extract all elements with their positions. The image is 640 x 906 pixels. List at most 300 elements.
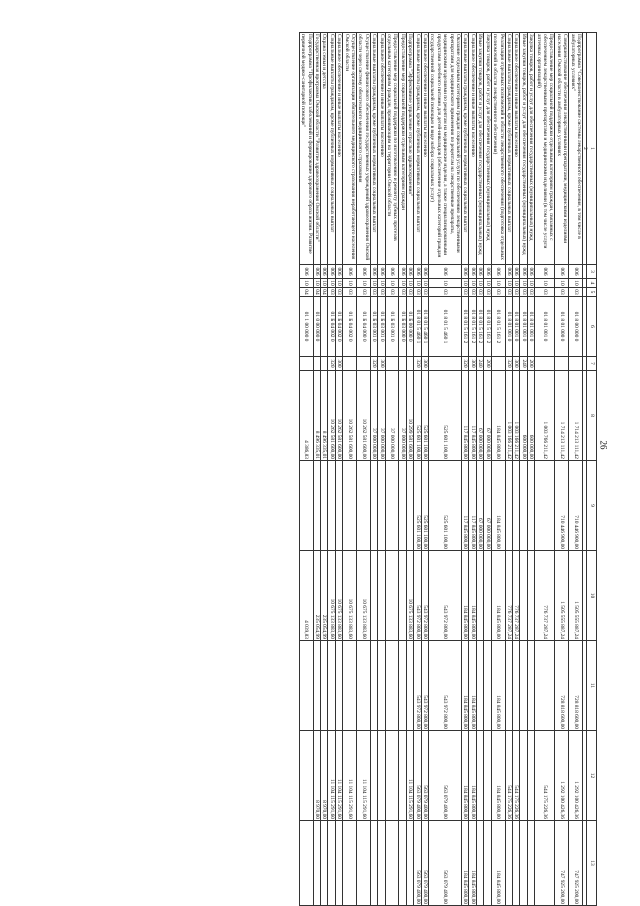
- section-code: 10: [385, 279, 399, 288]
- amount-col-9: 117 845 800,00: [469, 461, 476, 551]
- amount-col-13: [476, 821, 483, 906]
- row-name: Предоставление мер социальной поддержки отдельным категориям граждан: [399, 33, 406, 265]
- amount-col-12: [484, 731, 491, 821]
- amount-col-8: 10 262 581 600,00: [335, 371, 342, 461]
- amount-col-11: [335, 641, 342, 731]
- amount-col-8: 10 262 581 600,00: [328, 371, 335, 461]
- row-name: Социальное обеспечение и иные выплаты населению: [335, 33, 342, 265]
- section-code: 10: [371, 280, 378, 286]
- section-code: 10: [520, 280, 527, 286]
- amount-col-13: [343, 821, 357, 906]
- target-item-code: [320, 297, 327, 357]
- amount-col-9: [343, 461, 357, 551]
- row-name: Иные закупки товаров, работ и услуг для обеспечения государственных (муниципальных) нужд: [476, 33, 483, 265]
- row-name: Подпрограмма "Совершенствование системы лекарственного обеспечения, в том числе в амбулаторных условиях": [569, 33, 583, 265]
- table-row: [328, 33, 335, 906]
- amount-col-13: 184 845 800,00: [469, 821, 476, 906]
- subsection-code: 03: [343, 288, 357, 297]
- amount-col-12: [399, 731, 406, 821]
- section-code: 10: [462, 280, 469, 286]
- amount-col-13: [484, 821, 491, 906]
- header-col-10: 11: [587, 641, 597, 731]
- target-item-code: 01 8 01 000 0: [555, 297, 569, 357]
- expense-type-code: [406, 357, 413, 371]
- expense-type-code: [429, 357, 462, 371]
- amount-col-11: [406, 641, 413, 731]
- subsection-code: 03: [407, 289, 414, 295]
- row-name: Осуществление финансового обеспечения государственных учреждений здравоохранения Омской области через систему обязательного медицинского страхования: [357, 33, 371, 265]
- amount-col-10: [399, 551, 406, 641]
- header-col-5: 6: [587, 297, 597, 357]
- subsection-code: 03: [462, 289, 469, 295]
- admin-code: 006: [421, 265, 428, 279]
- subsection-code: 03: [535, 288, 555, 297]
- admin-code: 006: [343, 265, 357, 279]
- amount-col-12: 563 079 400,00: [421, 731, 428, 821]
- amount-col-13: [313, 821, 320, 906]
- table-row: [512, 33, 519, 906]
- amount-col-13: [399, 821, 406, 906]
- amount-col-11: [320, 641, 327, 731]
- amount-col-11: [313, 641, 320, 731]
- admin-code: 006: [476, 265, 483, 279]
- target-item-code: 01 8 01 001 0: [512, 297, 519, 357]
- amount-col-8: 10 299 581 600,00: [406, 371, 413, 461]
- amount-col-10: [378, 551, 385, 641]
- amount-col-8: 525 601 100,00: [421, 371, 428, 461]
- amount-col-9: [335, 461, 342, 551]
- expense-type-code: 320: [414, 357, 421, 371]
- row-name: Совершенствование обеспечения лекарственными препаратами, медицинскими изделиями населения Омской области в амбулаторных условиях: [555, 33, 569, 265]
- target-item-code: 01 8 01 001 0: [535, 297, 555, 357]
- amount-col-11: [370, 641, 377, 731]
- section-code: 10: [535, 279, 555, 288]
- amount-col-11: [527, 641, 534, 731]
- amount-col-10: 543 972 800,00: [429, 551, 462, 641]
- amount-col-9: [378, 461, 385, 551]
- amount-col-8: 10 262 581 600,00: [357, 371, 371, 461]
- table-row: [343, 33, 357, 906]
- amount-col-9: [527, 461, 534, 551]
- admin-code: 006: [505, 265, 512, 279]
- section-code: 10: [336, 280, 343, 286]
- admin-code: 006: [357, 265, 371, 279]
- subsection-code: 03: [484, 289, 491, 295]
- amount-col-13: [370, 821, 377, 906]
- row-name: Иные закупки товаров, работ и услуг для обеспечения государственных (муниципальных) нужд: [520, 33, 527, 265]
- amount-col-11: [299, 641, 313, 731]
- header-col-1: 1: [587, 33, 597, 265]
- admin-code: 006: [569, 265, 583, 279]
- amount-col-8: 600 000,00: [520, 371, 527, 461]
- amount-col-11: 543 972 800,00: [421, 641, 428, 731]
- table-row: [462, 33, 469, 906]
- admin-code: 006: [535, 265, 555, 279]
- expense-type-code: 300: [421, 357, 428, 371]
- expense-type-code: [555, 357, 569, 371]
- amount-col-12: [299, 731, 313, 821]
- subsection-code: 03: [336, 289, 343, 295]
- expense-type-code: 300: [512, 357, 519, 371]
- expense-type-code: [357, 357, 371, 371]
- amount-col-9: [320, 461, 327, 551]
- amount-col-8: 1 003 766 211,42: [535, 371, 555, 461]
- amount-col-8: 525 601 100,00: [429, 371, 462, 461]
- subsection-code: 03: [505, 289, 512, 295]
- amount-col-12: 11 104 115 291,60: [335, 731, 342, 821]
- table-row: [421, 33, 428, 906]
- amount-col-10: 543 972 800,00: [414, 551, 421, 641]
- amount-col-12: [370, 731, 377, 821]
- target-item-code: 01 Б 04 000 0: [357, 297, 371, 357]
- amount-col-12: [378, 731, 385, 821]
- section-code: 10: [569, 279, 583, 288]
- expense-type-code: 300: [335, 357, 342, 371]
- amount-col-12: 11 104 115 291,60: [357, 731, 371, 821]
- admin-code: 006: [555, 265, 569, 279]
- row-name: Подпрограмма "Профилактика заболеваний и формирование здорового образа жизни. Развитие первичной медико-санитарной помощи": [299, 33, 313, 265]
- target-item-code: 01 8 01 5 161 2: [469, 297, 476, 357]
- amount-col-13: [328, 821, 335, 906]
- subsection-code: 03: [357, 288, 371, 297]
- amount-col-10: 1 505 555 887,24: [569, 551, 583, 641]
- table-row: [399, 33, 406, 906]
- amount-col-10: [476, 551, 483, 641]
- amount-col-13: [520, 821, 527, 906]
- subsection-code: 03: [469, 289, 476, 295]
- admin-code: 006: [385, 265, 399, 279]
- amount-col-10: 10 675 133 883,60: [343, 551, 357, 641]
- row-name: Осуществление организации обязательного медицинского страхования неработающего населения Омской области: [343, 33, 357, 265]
- amount-col-8: 184 845 800,00: [491, 371, 505, 461]
- amount-col-11: [535, 641, 555, 731]
- amount-col-12: 184 845 800,00: [462, 731, 469, 821]
- amount-col-8: 8 496 335,01: [313, 371, 320, 461]
- section-code: 10: [313, 280, 320, 286]
- amount-col-9: 710 446 900,00: [569, 461, 583, 551]
- subsection-code: 03: [371, 289, 378, 295]
- amount-col-12: 563 079 400,00: [429, 731, 462, 821]
- admin-code: 006: [378, 265, 385, 279]
- subsection-code: 03: [429, 288, 462, 297]
- amount-col-11: [378, 641, 385, 731]
- table-row: [476, 33, 483, 906]
- amount-col-8: 1 003 166 211,42: [505, 371, 512, 461]
- amount-col-8: 37 000 000,00: [385, 371, 399, 461]
- amount-col-8: 1 003 166 211,42: [512, 371, 519, 461]
- amount-col-13: [535, 821, 555, 906]
- section-code: 10: [378, 280, 385, 286]
- section-code: 10: [469, 280, 476, 286]
- amount-col-11: 728 818 600,00: [569, 641, 583, 731]
- expense-type-code: 320: [328, 357, 335, 371]
- amount-col-11: [505, 641, 512, 731]
- target-item-code: 01 Б 04 002 0: [328, 297, 335, 357]
- section-code: 10: [513, 280, 520, 286]
- row-name: Социальные выплаты гражданам, кроме публичных нормативных социальных выплат: [505, 33, 512, 265]
- amount-col-8: 600 000,00: [527, 371, 534, 461]
- header-col-4: 5: [587, 288, 597, 297]
- header-col-12: 13: [587, 821, 597, 906]
- target-item-code: 01 Б 03 001 0: [370, 297, 377, 357]
- expense-type-code: [535, 357, 555, 371]
- admin-code: 006: [491, 265, 505, 279]
- section-code: 10: [328, 280, 335, 286]
- amount-col-12: [385, 731, 399, 821]
- target-item-code: 01 8 01 001 0: [520, 297, 527, 357]
- amount-col-10: 235 054,99: [313, 551, 320, 641]
- section-code: 10: [422, 280, 429, 286]
- section-code: 10: [555, 279, 569, 288]
- amount-col-11: 184 845 800,00: [462, 641, 469, 731]
- admin-code: 006: [335, 265, 342, 279]
- row-name: Реализация отдельных полномочий в области лекарственного обеспечения (подготовка отдельных полномочий в области лекарственного обеспечения): [491, 33, 505, 265]
- target-item-code: 01 Б 04 002 0: [343, 297, 357, 357]
- amount-col-9: [313, 461, 320, 551]
- amount-col-13: [320, 821, 327, 906]
- subsection-code: 03: [513, 289, 520, 295]
- expense-type-code: 320: [462, 357, 469, 371]
- section-code: 10: [477, 280, 484, 286]
- subsection-code: 03: [378, 289, 385, 295]
- amount-col-10: 1 505 555 887,24: [555, 551, 569, 641]
- amount-col-13: 563 079 400,00: [414, 821, 421, 906]
- target-item-code: 01 8 01 001 0: [527, 297, 534, 357]
- amount-col-8: 1 714 213 111,42: [555, 371, 569, 461]
- table-row: [320, 33, 327, 906]
- target-item-code: 01 0 00 000 0: [313, 297, 320, 357]
- subsection-code: 03: [491, 288, 505, 297]
- row-name: Государственная программа Омской области "Развитие здравоохранения Омской области": [313, 33, 320, 265]
- amount-col-13: 184 845 800,00: [491, 821, 505, 906]
- subsection-code: 04: [299, 288, 313, 297]
- amount-col-12: [476, 731, 483, 821]
- row-name: Предоставление мер социальной поддержки по изготовлению и ремонту зубных протезов отдельным категориям граждан, проживающим на территории Омской области: [385, 33, 399, 265]
- amount-col-9: [385, 461, 399, 551]
- expense-type-code: [343, 357, 357, 371]
- admin-code: 006: [414, 265, 421, 279]
- amount-col-9: 525 601 100,00: [421, 461, 428, 551]
- admin-code: 006: [462, 265, 469, 279]
- amount-col-12: 184 845 800,00: [469, 731, 476, 821]
- amount-col-9: 67 000 000,00: [476, 461, 483, 551]
- amount-col-9: [299, 461, 313, 551]
- budget-table-sheet: [32, 32, 597, 905]
- amount-col-13: [299, 821, 313, 906]
- amount-col-8: 117 845 800,00: [462, 371, 469, 461]
- amount-col-12: 1 292 100 426,36: [569, 731, 583, 821]
- amount-col-13: [335, 821, 342, 906]
- target-item-code: 01 8 01 5 161 2: [476, 297, 483, 357]
- section-code: 10: [407, 280, 414, 286]
- amount-col-11: [512, 641, 519, 731]
- admin-code: 006: [469, 265, 476, 279]
- row-name: Социальное обеспечение и иные выплаты населению: [421, 33, 428, 265]
- amount-col-11: [357, 641, 371, 731]
- admin-code: 006: [328, 265, 335, 279]
- table-row: [535, 33, 555, 906]
- header-col-6: 7: [587, 357, 597, 371]
- row-name: Социальные выплаты гражданам, кроме публичных нормативных социальных выплат: [370, 33, 377, 265]
- amount-col-10: [370, 551, 377, 641]
- expense-type-code: 300: [469, 357, 476, 371]
- admin-code: 006: [370, 265, 377, 279]
- budget-table: [299, 32, 597, 906]
- amount-col-12: 11 104 115 291,60: [406, 731, 413, 821]
- target-item-code: 01 8 00 000 0: [569, 297, 583, 357]
- amount-col-8: 117 845 800,00: [469, 371, 476, 461]
- header-index-row: [583, 33, 587, 906]
- amount-col-9: [406, 461, 413, 551]
- row-name: Социальные выплаты гражданам, кроме публичных нормативных социальных выплат: [414, 33, 421, 265]
- section-code: 10: [399, 280, 406, 286]
- amount-col-9: 710 446 900,00: [555, 461, 569, 551]
- table-row: [385, 33, 399, 906]
- expense-type-code: 300: [378, 357, 385, 371]
- amount-col-10: 543 972 800,00: [421, 551, 428, 641]
- admin-code: 006: [313, 265, 320, 279]
- amount-col-12: 8 970,00: [320, 731, 327, 821]
- table-row: [378, 33, 385, 906]
- target-item-code: 01 Б 03 000 0: [399, 297, 406, 357]
- row-name: Социальное обеспечение и иные выплаты населению: [512, 33, 519, 265]
- row-name: Закупка товаров, работ и услуг для обеспечения государственных (муниципальных) нужд: [484, 33, 491, 265]
- amount-col-12: 184 845 800,00: [491, 731, 505, 821]
- header-col-8: 9: [587, 461, 597, 551]
- amount-col-12: 544 175 226,36: [512, 731, 519, 821]
- table-row: [569, 33, 583, 906]
- subsection-code: 03: [520, 289, 527, 295]
- header-col-3: 4: [587, 279, 597, 288]
- amount-col-11: [399, 641, 406, 731]
- amount-col-12: 11 104 115 291,60: [343, 731, 357, 821]
- amount-col-8: 37 000 000,00: [370, 371, 377, 461]
- table-row: [299, 33, 313, 906]
- expense-type-code: 320: [505, 357, 512, 371]
- row-name: Социальные выплаты гражданам, кроме публичных нормативных социальных выплат: [328, 33, 335, 265]
- amount-col-13: [527, 821, 534, 906]
- amount-col-9: [520, 461, 527, 551]
- target-item-code: 01 8 01 5 460 1: [421, 297, 428, 357]
- amount-col-13: 747 925 200,00: [555, 821, 569, 906]
- amount-col-8: 37 000 000,00: [378, 371, 385, 461]
- subsection-code: 03: [569, 288, 583, 297]
- amount-col-13: 184 845 800,00: [462, 821, 469, 906]
- amount-col-13: 563 079 400,00: [421, 821, 428, 906]
- header-col-9: 10: [587, 551, 597, 641]
- amount-col-13: [505, 821, 512, 906]
- amount-col-12: [527, 731, 534, 821]
- subsection-code: 03: [328, 289, 335, 295]
- amount-col-9: 525 601 100,00: [429, 461, 462, 551]
- page-number: 26: [598, 440, 609, 450]
- amount-col-10: [484, 551, 491, 641]
- expense-type-code: [320, 357, 327, 371]
- row-name: Оказание отдельным категориям граждан социальной услуги по обеспечению лекарственными препаратами для медицинского применения по рецептам на лекарственные препараты, медицинскими изделиями по рецептам на медицинские изделия, а также специализированными продуктами лечебного питания для детей-инвалидов (обеспечение отдельных категорий граждан государственной социальной помощью в виде набора социальных услуг): [429, 33, 462, 265]
- table-row: [505, 33, 512, 906]
- target-item-code: 01 8 01 001 0: [505, 297, 512, 357]
- amount-col-11: [343, 641, 357, 731]
- expense-type-code: 240: [520, 357, 527, 371]
- amount-col-8: 67 000 000,00: [476, 371, 483, 461]
- target-item-code: 01 Б 04 002 0: [335, 297, 342, 357]
- row-name: Предоставление мер социальной поддержки отдельным категориям граждан, связанных с обеспечением лекарственными препаратами и медицинскими изделиями (в том числе услуги аптечных организаций): [535, 33, 555, 265]
- expense-type-code: 200: [527, 357, 534, 371]
- subsection-code: 03: [477, 289, 484, 295]
- amount-col-10: 184 845 800,00: [491, 551, 505, 641]
- amount-col-10: 235 054,99: [320, 551, 327, 641]
- amount-col-9: 184 845 800,00: [491, 461, 505, 551]
- amount-col-12: 544 175 226,36: [535, 731, 555, 821]
- amount-col-10: [527, 551, 534, 641]
- amount-col-12: 11 104 115 291,60: [328, 731, 335, 821]
- header-col-11: 12: [587, 731, 597, 821]
- section-code: 10: [321, 280, 328, 286]
- target-item-code: 01 8 01 5 460 1: [429, 297, 462, 357]
- target-item-code: 01 1 00 000 0: [299, 297, 313, 357]
- amount-col-13: 563 079 400,00: [429, 821, 462, 906]
- row-name: Социальные выплаты гражданам, кроме публичных нормативных социальных выплат: [462, 33, 469, 265]
- section-code: 10: [357, 279, 371, 288]
- table-row: [406, 33, 413, 906]
- amount-col-11: 184 845 800,00: [491, 641, 505, 731]
- row-name: Социальное обеспечение и иные выплаты населению: [378, 33, 385, 265]
- amount-col-13: [378, 821, 385, 906]
- amount-col-9: [328, 461, 335, 551]
- amount-col-11: [520, 641, 527, 731]
- expense-type-code: [569, 357, 583, 371]
- admin-code: 006: [320, 265, 327, 279]
- amount-col-11: [476, 641, 483, 731]
- admin-code: 006: [299, 265, 313, 279]
- amount-col-13: [406, 821, 413, 906]
- amount-col-12: 563 079 400,00: [414, 731, 421, 821]
- table-row: [491, 33, 505, 906]
- target-item-code: 01 8 01 5 161 2: [484, 297, 491, 357]
- amount-col-9: 117 845 800,00: [462, 461, 469, 551]
- target-item-code: 01 8 01 5 460 1: [414, 297, 421, 357]
- amount-col-8: 525 601 100,00: [414, 371, 421, 461]
- amount-col-9: [370, 461, 377, 551]
- amount-col-12: 8 970,00: [313, 731, 320, 821]
- admin-code: 006: [520, 265, 527, 279]
- table-row: [370, 33, 377, 906]
- amount-col-10: [385, 551, 399, 641]
- table-row: [429, 33, 462, 906]
- amount-col-10: [520, 551, 527, 641]
- amount-col-8: 8 496 335,01: [320, 371, 327, 461]
- amount-col-11: 543 972 800,00: [414, 641, 421, 731]
- table-row: [414, 33, 421, 906]
- expense-type-code: [399, 357, 406, 371]
- amount-col-12: [520, 731, 527, 821]
- amount-col-10: 10 675 133 883,60: [328, 551, 335, 641]
- admin-code: 006: [512, 265, 519, 279]
- admin-code: 006: [399, 265, 406, 279]
- admin-code: 006: [527, 265, 534, 279]
- header-index: 2: [583, 33, 587, 265]
- section-code: 10: [491, 279, 505, 288]
- expense-type-code: [491, 357, 505, 371]
- amount-col-10: 184 845 800,00: [469, 551, 476, 641]
- amount-col-9: [535, 461, 555, 551]
- amount-col-12: 544 175 226,36: [505, 731, 512, 821]
- amount-col-13: [357, 821, 371, 906]
- amount-col-12: 1 292 100 426,36: [555, 731, 569, 821]
- amount-col-8: 1 714 213 111,42: [569, 371, 583, 461]
- section-code: 10: [505, 280, 512, 286]
- amount-col-10: 184 845 800,00: [462, 551, 469, 641]
